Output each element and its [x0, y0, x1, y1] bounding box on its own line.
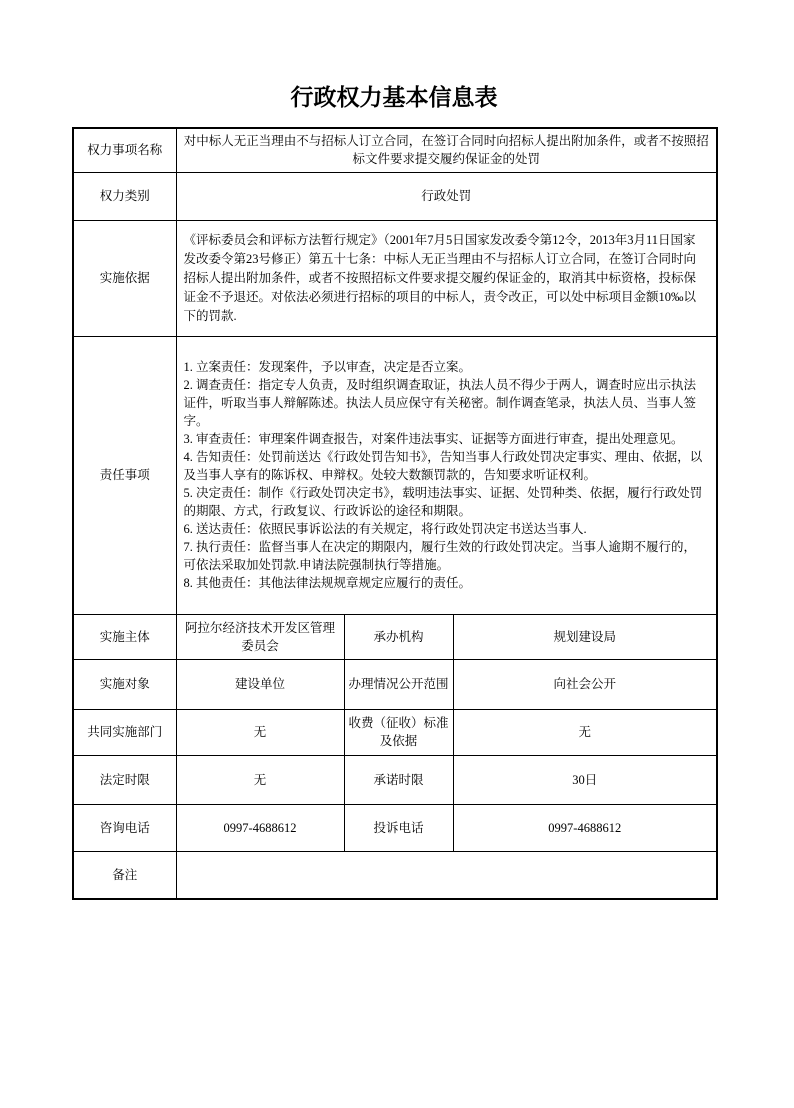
label-disclosure-scope: 办理情况公开范围 [344, 659, 453, 709]
label-implementing-body: 实施主体 [73, 614, 176, 659]
table-row [73, 804, 717, 851]
value-implementation-target: 建设单位 [176, 659, 344, 709]
label-remarks: 备注 [73, 851, 176, 899]
value-consultation-phone: 0997-4688612 [176, 804, 344, 851]
page-title: 行政权力基本信息表 [290, 85, 498, 110]
label-promised-time-limit: 承诺时限 [344, 755, 453, 804]
label-implementation-target: 实施对象 [73, 659, 176, 709]
table-row [73, 172, 717, 220]
table-row [73, 755, 717, 804]
value-remarks [176, 851, 717, 899]
value-statutory-time-limit: 无 [176, 755, 344, 804]
value-disclosure-scope: 向社会公开 [453, 659, 717, 709]
label-power-category: 权力类别 [73, 172, 176, 220]
value-joint-departments: 无 [176, 709, 344, 755]
value-implementing-body: 阿拉尔经济技术开发区管理委员会 [176, 614, 344, 659]
value-complaint-phone: 0997-4688612 [453, 804, 717, 851]
duty-item-6: 6. 送达责任：依照民事诉讼法的有关规定，将行政处罚决定书送达当事人. [183, 522, 587, 536]
label-joint-departments: 共同实施部门 [73, 709, 176, 755]
value-undertaking-agency: 规划建设局 [453, 614, 717, 659]
label-statutory-time-limit: 法定时限 [73, 755, 176, 804]
table-row [73, 336, 717, 614]
table-row [73, 128, 717, 172]
duty-item-2: 2. 调查责任：指定专人负责，及时组织调查取证，执法人员不得少于两人，调查时应出示执法证件，听取当事人辩解陈述。执法人员应保守有关秘密。制作调查笔录，执法人员、当事人签字。 [183, 378, 697, 428]
value-fee-standard: 无 [453, 709, 717, 755]
label-consultation-phone: 咨询电话 [73, 804, 176, 851]
value-power-category: 行政处罚 [176, 172, 717, 220]
value-promised-time-limit: 30日 [453, 755, 717, 804]
value-responsibility-items [176, 336, 717, 614]
label-fee-standard: 收费（征收）标准及依据 [344, 709, 453, 755]
value-power-item-name: 对中标人无正当理由不与招标人订立合同，在签订合同时向招标人提出附加条件，或者不按照招标文件要求提交履约保证金的处罚 [176, 128, 717, 172]
table-row [73, 220, 717, 336]
table-row [73, 659, 717, 709]
label-responsibility-items: 责任事项 [73, 336, 176, 614]
duty-item-8: 8. 其他责任：其他法律法规规章规定应履行的责任。 [183, 576, 472, 590]
table-row [73, 851, 717, 899]
duty-item-4: 4. 告知责任：处罚前送达《行政处罚告知书》，告知当事人行政处罚决定事实、理由、依据，以及当事人享有的陈诉权、申辩权。处较大数额罚款的，告知要求听证权利。 [183, 450, 703, 482]
table-row [73, 614, 717, 659]
admin-power-info-table [72, 127, 718, 900]
label-power-item-name: 权力事项名称 [73, 128, 176, 172]
duty-item-5: 5. 决定责任：制作《行政处罚决定书》，载明违法事实、证据、处罚种类、依据，履行行政处罚的期限、方式，行政复议、行政诉讼的途径和期限。 [183, 486, 703, 518]
duty-item-3: 3. 审查责任：审理案件调查报告，对案件违法事实、证据等方面进行审查，提出处理意见。 [183, 432, 684, 446]
label-implementation-basis: 实施依据 [73, 220, 176, 336]
label-undertaking-agency: 承办机构 [344, 614, 453, 659]
value-implementation-basis: 《评标委员会和评标方法暂行规定》（2001年7月5日国家发改委令第12令，2013年3月11日国家发改委令第23号修正）第五十七条：中标人无正当理由不与招标人订立合同，在签订合同时向招标人提出附加条件，或者不按照招标文件要求提交履约保证金的，取消其中标资格，投标保证金不予退还。对依法必须进行招标的项目的中标人，责令改正，可以处中标项目金额10‰以下的罚款. [176, 220, 717, 336]
duty-item-1: 1. 立案责任：发现案件，予以审查，决定是否立案。 [183, 360, 472, 374]
duty-item-7: 7. 执行责任：监督当事人在决定的期限内，履行生效的行政处罚决定。当事人逾期不履行的，可依法采取加处罚款.申请法院强制执行等措施。 [183, 540, 697, 572]
table-row [73, 709, 717, 755]
label-complaint-phone: 投诉电话 [344, 804, 453, 851]
